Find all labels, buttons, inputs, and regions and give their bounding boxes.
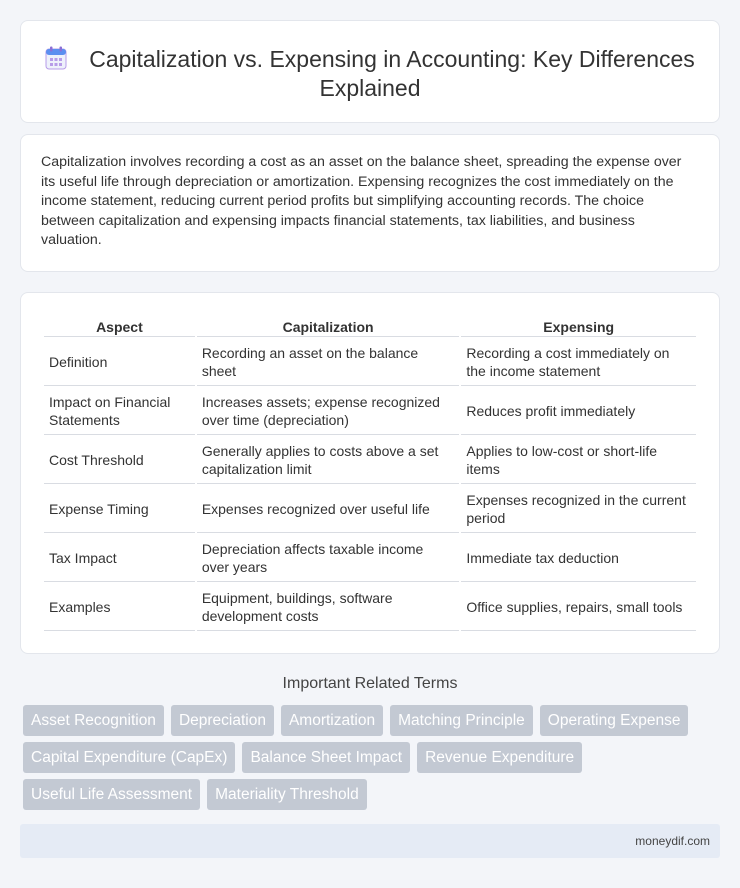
table-row: [44, 486, 696, 533]
calendar-icon: [45, 46, 67, 70]
expensing-cell: Office supplies, repairs, small tools: [461, 584, 696, 631]
tag-asset-recognition[interactable]: Asset Recognition: [23, 705, 164, 736]
related-terms-list: [23, 705, 723, 816]
capitalization-cell: Generally applies to costs above a set capitalization limit: [197, 437, 460, 484]
expensing-cell: Applies to low-cost or short-life items: [461, 437, 696, 484]
comparison-table: [42, 315, 698, 633]
table-row: [44, 535, 696, 582]
tag-revenue-expenditure[interactable]: Revenue Expenditure: [417, 742, 582, 773]
page-title-block: [21, 45, 719, 103]
aspect-cell: Examples: [44, 584, 195, 631]
footer-bar: [20, 824, 720, 858]
intro-card: [20, 134, 720, 272]
comparison-card: [20, 292, 720, 654]
expensing-cell: Reduces profit immediately: [461, 388, 696, 435]
capitalization-cell: Increases assets; expense recognized over time (depreciation): [197, 388, 460, 435]
tag-balance-sheet-impact[interactable]: Balance Sheet Impact: [242, 742, 410, 773]
capitalization-cell: Depreciation affects taxable income over years: [197, 535, 460, 582]
expensing-cell: Recording a cost immediately on the income statement: [461, 339, 696, 386]
table-header-row: [44, 317, 696, 337]
capitalization-cell: Equipment, buildings, software development costs: [197, 584, 460, 631]
table-row: [44, 584, 696, 631]
tag-amortization[interactable]: Amortization: [281, 705, 383, 736]
header-expensing: Expensing: [461, 317, 696, 337]
tag-depreciation[interactable]: Depreciation: [171, 705, 274, 736]
expensing-cell: Expenses recognized in the current period: [461, 486, 696, 533]
title-card: [20, 20, 720, 123]
aspect-cell: Impact on Financial Statements: [44, 388, 195, 435]
aspect-cell: Expense Timing: [44, 486, 195, 533]
page-title: Capitalization vs. Expensing in Accounting: Key Differences Explained: [89, 46, 695, 101]
tag-useful-life-assessment[interactable]: Useful Life Assessment: [23, 779, 200, 810]
capitalization-cell: Expenses recognized over useful life: [197, 486, 460, 533]
table-row: [44, 388, 696, 435]
capitalization-cell: Recording an asset on the balance sheet: [197, 339, 460, 386]
tag-operating-expense[interactable]: Operating Expense: [540, 705, 689, 736]
header-capitalization: Capitalization: [197, 317, 460, 337]
table-row: [44, 437, 696, 484]
aspect-cell: Cost Threshold: [44, 437, 195, 484]
table-row: [44, 339, 696, 386]
tag-matching-principle[interactable]: Matching Principle: [390, 705, 533, 736]
expensing-cell: Immediate tax deduction: [461, 535, 696, 582]
intro-paragraph: Capitalization involves recording a cost as an asset on the balance sheet, spreading the expense over its useful life through depreciation or amortization. Expensing recognizes the cost immediately on the income statement, reducing current period profits but simplifying accounting records. The choice between capitalization and expensing impacts financial statements, tax liabilities, and business valuation.: [41, 154, 682, 249]
footer-site-link[interactable]: moneydif.com: [635, 834, 710, 848]
aspect-cell: Definition: [44, 339, 195, 386]
header-aspect: Aspect: [44, 317, 195, 337]
aspect-cell: Tax Impact: [44, 535, 195, 582]
tag-capital-expenditure[interactable]: Capital Expenditure (CapEx): [23, 742, 235, 773]
related-terms-title: Important Related Terms: [282, 675, 458, 692]
tag-materiality-threshold[interactable]: Materiality Threshold: [207, 779, 367, 810]
